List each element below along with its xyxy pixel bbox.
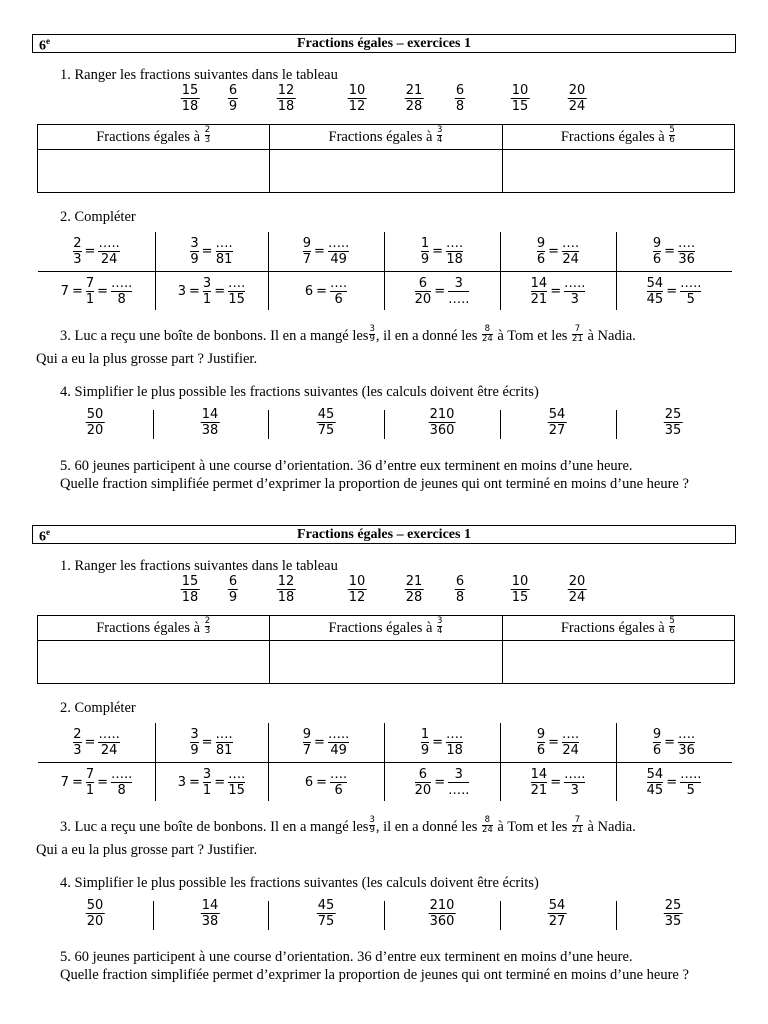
question-5-line-2: Quelle fraction simplifiée permet d’exprimer la proportion de jeunes qui ont terminé en moins d’une heure ? xyxy=(60,476,689,492)
question-5-line-1: 5. 60 jeunes participent à une course d’orientation. 36 d’entre eux terminent en moins d’une heure. xyxy=(60,949,633,965)
fraction xyxy=(429,898,456,929)
fraction: 9 7 xyxy=(302,236,312,267)
question-3-line-2: Qui a eu la plus grosse part ? Justifier. xyxy=(36,842,258,858)
ranking-table xyxy=(37,615,735,684)
fraction: …. 18 xyxy=(446,727,464,758)
fraction: 3 ….. xyxy=(448,276,470,307)
question-5-line-2: Quelle fraction simplifiée permet d’exprimer la proportion de jeunes qui ont terminé en moins d’une heure ? xyxy=(60,967,689,983)
question-4-label: 4. Simplifier le plus possible les fractions suivantes (les calculs doivent être écrits) xyxy=(60,875,539,891)
fraction xyxy=(405,83,424,114)
worksheet-copy-2 xyxy=(0,491,768,991)
denominator: 38 xyxy=(201,423,219,438)
fraction-separator xyxy=(616,410,617,439)
equation-cell[interactable]: 1 9 = …. 18 xyxy=(420,236,464,267)
denominator: 8 xyxy=(455,99,465,114)
fraction xyxy=(317,407,336,438)
fraction xyxy=(277,83,296,114)
numerator: 54 xyxy=(548,407,566,422)
fraction: 3 1 xyxy=(202,276,212,307)
equation-cell[interactable]: 3 = 3 1 = …. 15 xyxy=(177,276,246,307)
fraction-separator xyxy=(500,901,501,930)
numerator: 15 xyxy=(181,574,199,589)
inline-fraction: $\frac{5}{6}$ xyxy=(669,124,675,145)
equation-cell[interactable]: 6 = …. 6 xyxy=(304,276,348,307)
denominator: 38 xyxy=(201,914,219,929)
equation-cell[interactable]: 1 9 = …. 18 xyxy=(420,727,464,758)
fraction: ….. 8 xyxy=(111,767,133,798)
fraction: 3 9 xyxy=(190,727,199,758)
question-2-label: 2. Compléter xyxy=(60,209,136,225)
equation-cell[interactable]: 6 20 = 3 ….. xyxy=(414,767,470,798)
fraction xyxy=(201,407,220,438)
fraction: 14 21 xyxy=(530,767,548,798)
numerator: 25 xyxy=(664,407,682,422)
fraction-separator xyxy=(384,901,385,930)
equation-cell[interactable]: 14 21 = ….. 3 xyxy=(530,276,586,307)
denominator: 28 xyxy=(405,99,423,114)
ranking-column-header: Fractions égales à $\frac{5}{6}$ xyxy=(502,125,734,150)
inline-fraction: $\frac{5}{6}$ xyxy=(669,615,675,636)
numerator: 50 xyxy=(86,407,104,422)
fraction-separator xyxy=(384,410,385,439)
numerator: 45 xyxy=(317,407,335,422)
fraction xyxy=(548,898,567,929)
numerator: 10 xyxy=(511,574,529,589)
denominator: 15 xyxy=(511,99,529,114)
denominator: 9 xyxy=(228,99,238,114)
fraction: 7 1 xyxy=(85,276,95,307)
fraction: ….. 5 xyxy=(680,276,702,307)
fraction xyxy=(201,898,220,929)
fraction: 3 1 xyxy=(202,767,212,798)
fraction: 9 7 xyxy=(302,727,312,758)
fraction xyxy=(511,574,530,605)
answer-cell[interactable] xyxy=(502,150,734,193)
inline-fraction: $\frac{7}{21}$ xyxy=(572,324,583,344)
inline-fraction: $\frac{3}{9}$ xyxy=(369,815,375,835)
fraction xyxy=(664,407,683,438)
numerator: 14 xyxy=(201,898,219,913)
answer-cell[interactable] xyxy=(38,150,270,193)
fraction: ….. 3 xyxy=(564,767,586,798)
numerator: 6 xyxy=(228,574,238,589)
fraction: 7 1 xyxy=(85,767,95,798)
fraction-separator xyxy=(268,901,269,930)
fraction xyxy=(568,83,587,114)
fraction: 1 9 xyxy=(420,236,430,267)
numerator: 21 xyxy=(405,83,423,98)
class-level: 6e xyxy=(39,527,50,545)
question-3-line-1: 3. Luc a reçu une boîte de bonbons. Il en a mangé les $\frac{3}{9}$ , il en a donné les $\frac{8}{24}$ à Tom et les $\frac{7}{21}$ à Nadia. xyxy=(60,324,636,344)
numerator: 54 xyxy=(548,898,566,913)
fraction: …. 36 xyxy=(678,727,696,758)
denominator: 75 xyxy=(317,914,335,929)
denominator: 12 xyxy=(348,590,366,605)
ranking-table-header xyxy=(38,616,735,641)
denominator: 24 xyxy=(568,99,586,114)
question-1-label: 1. Ranger les fractions suivantes dans le tableau xyxy=(60,67,338,83)
denominator: 18 xyxy=(277,99,295,114)
fraction: …. 81 xyxy=(215,236,233,267)
ranking-table-header xyxy=(38,125,735,150)
fraction: ….. 24 xyxy=(98,727,120,758)
numerator: 6 xyxy=(455,83,465,98)
denominator: 75 xyxy=(317,423,335,438)
question-3-line-2: Qui a eu la plus grosse part ? Justifier. xyxy=(36,351,258,367)
numerator: 20 xyxy=(568,83,586,98)
denominator: 360 xyxy=(429,423,455,438)
inline-fraction: $\frac{3}{4}$ xyxy=(437,124,443,145)
ranking-column-header: Fractions égales à $\frac{2}{3}$ xyxy=(38,125,270,150)
denominator: 20 xyxy=(86,914,104,929)
denominator: 15 xyxy=(511,590,529,605)
denominator: 18 xyxy=(181,590,199,605)
numerator: 6 xyxy=(455,574,465,589)
fraction: ….. 5 xyxy=(680,767,702,798)
fraction: 14 21 xyxy=(530,276,548,307)
fraction: …. 6 xyxy=(330,767,348,798)
equation-cell[interactable]: 9 7 = ….. 49 xyxy=(302,236,350,267)
grid-row-divider xyxy=(38,271,732,272)
grid-row-divider xyxy=(38,762,732,763)
equation-cell[interactable]: 9 7 = ….. 49 xyxy=(302,727,350,758)
denominator: 35 xyxy=(664,914,682,929)
fraction: …. 15 xyxy=(228,276,246,307)
fraction: 6 20 xyxy=(414,767,432,798)
fraction xyxy=(664,898,683,929)
fraction xyxy=(277,574,296,605)
ranking-column-header: Fractions égales à $\frac{3}{4}$ xyxy=(270,125,502,150)
inline-fraction: $\frac{8}{24}$ xyxy=(481,815,493,835)
fraction xyxy=(455,574,465,605)
numerator: 210 xyxy=(429,898,455,913)
numerator: 14 xyxy=(201,407,219,422)
numerator: 10 xyxy=(348,574,366,589)
equation-cell[interactable]: 2 3 = ….. 24 xyxy=(73,727,120,758)
equation-cell[interactable]: 3 9 = …. 81 xyxy=(190,236,233,267)
question-5-line-1: 5. 60 jeunes participent à une course d’orientation. 36 d’entre eux terminent en moins d’une heure. xyxy=(60,458,633,474)
fraction: …. 18 xyxy=(446,236,464,267)
inline-fraction: $\frac{7}{21}$ xyxy=(572,815,583,835)
fraction: 3 9 xyxy=(190,236,199,267)
fraction xyxy=(228,83,238,114)
numerator: 20 xyxy=(568,574,586,589)
equation-cell[interactable]: 54 45 = ….. 5 xyxy=(646,276,702,307)
question-3-line-1: 3. Luc a reçu une boîte de bonbons. Il en a mangé les $\frac{3}{9}$ , il en a donné les $\frac{8}{24}$ à Tom et les $\frac{7}{21}$ à Nadia. xyxy=(60,815,636,835)
equation-cell[interactable]: 3 = 3 1 = …. 15 xyxy=(177,767,246,798)
question-4-label: 4. Simplifier le plus possible les fractions suivantes (les calculs doivent être écrits) xyxy=(60,384,539,400)
denominator: 9 xyxy=(228,590,238,605)
fraction xyxy=(511,83,530,114)
fraction: 9 6 xyxy=(652,727,662,758)
ranking-table xyxy=(37,124,735,193)
fraction xyxy=(548,407,567,438)
numerator: 45 xyxy=(317,898,335,913)
numerator: 12 xyxy=(277,574,295,589)
fraction: ….. 49 xyxy=(327,727,350,758)
denominator: 18 xyxy=(181,99,199,114)
fraction xyxy=(317,898,336,929)
fraction: 2 3 xyxy=(73,236,82,267)
worksheet-title: Fractions égales – exercices 1 xyxy=(297,36,471,51)
question-2-label: 2. Compléter xyxy=(60,700,136,716)
equation-cell[interactable]: 9 6 = …. 36 xyxy=(652,727,696,758)
worksheet-header xyxy=(32,34,736,53)
fraction xyxy=(348,574,367,605)
denominator: 8 xyxy=(455,590,465,605)
equation-cell[interactable]: 6 20 = 3 ….. xyxy=(414,276,470,307)
fraction xyxy=(455,83,465,114)
fraction: ….. 24 xyxy=(98,236,120,267)
equation-cell[interactable]: 9 6 = …. 24 xyxy=(536,727,580,758)
denominator: 20 xyxy=(86,423,104,438)
fraction xyxy=(86,407,105,438)
fraction: …. 15 xyxy=(228,767,246,798)
answer-cell[interactable] xyxy=(270,150,502,193)
answer-cell[interactable] xyxy=(38,641,270,684)
equation-cell[interactable]: 9 6 = …. 24 xyxy=(536,236,580,267)
equation-cell[interactable]: 7 = 7 1 = ….. 8 xyxy=(60,276,133,307)
inline-fraction: $\frac{3}{9}$ xyxy=(369,324,375,344)
numerator: 210 xyxy=(429,407,455,422)
fraction-separator xyxy=(153,410,154,439)
fraction-separator xyxy=(616,901,617,930)
fraction xyxy=(348,83,367,114)
equation-cell[interactable]: 2 3 = ….. 24 xyxy=(73,236,120,267)
fraction: 6 20 xyxy=(414,276,432,307)
fraction: …. 24 xyxy=(562,236,580,267)
fraction xyxy=(429,407,456,438)
denominator: 27 xyxy=(548,914,566,929)
worksheet-header xyxy=(32,525,736,544)
fraction: …. 81 xyxy=(215,727,233,758)
ranking-column-header: Fractions égales à $\frac{3}{4}$ xyxy=(270,616,502,641)
fraction: 3 ….. xyxy=(448,767,470,798)
denominator: 35 xyxy=(664,423,682,438)
equation-cell[interactable]: 7 = 7 1 = ….. 8 xyxy=(60,767,133,798)
equation-cell[interactable]: 3 9 = …. 81 xyxy=(190,727,233,758)
equation-cell[interactable]: 14 21 = ….. 3 xyxy=(530,767,586,798)
fraction: 9 6 xyxy=(652,236,662,267)
answer-cell[interactable] xyxy=(502,641,734,684)
fraction: 1 9 xyxy=(420,727,430,758)
fraction-separator xyxy=(500,410,501,439)
fraction: …. 6 xyxy=(330,276,348,307)
numerator: 50 xyxy=(86,898,104,913)
fraction: 54 45 xyxy=(646,276,664,307)
fraction: 9 6 xyxy=(536,727,546,758)
fraction: 2 3 xyxy=(73,727,82,758)
denominator: 360 xyxy=(429,914,455,929)
denominator: 24 xyxy=(568,590,586,605)
worksheet-title: Fractions égales – exercices 1 xyxy=(297,527,471,542)
fraction xyxy=(405,574,424,605)
inline-fraction: $\frac{3}{4}$ xyxy=(437,615,443,636)
numerator: 10 xyxy=(348,83,366,98)
numerator: 21 xyxy=(405,574,423,589)
fraction xyxy=(228,574,238,605)
fraction xyxy=(181,83,200,114)
fraction: 9 6 xyxy=(536,236,546,267)
fraction: …. 24 xyxy=(562,727,580,758)
fraction xyxy=(181,574,200,605)
inline-fraction: $\frac{2}{3}$ xyxy=(204,124,211,145)
answer-cell[interactable] xyxy=(270,641,502,684)
fraction: ….. 3 xyxy=(564,276,586,307)
inline-fraction: $\frac{8}{24}$ xyxy=(481,324,493,344)
class-level: 6e xyxy=(39,36,50,54)
ranking-column-header: Fractions égales à $\frac{2}{3}$ xyxy=(38,616,270,641)
fraction: ….. 49 xyxy=(327,236,350,267)
fraction-separator xyxy=(153,901,154,930)
equation-cell[interactable]: 9 6 = …. 36 xyxy=(652,236,696,267)
equation-cell[interactable]: 6 = …. 6 xyxy=(304,767,348,798)
fraction: ….. 8 xyxy=(111,276,133,307)
equation-cell[interactable]: 54 45 = ….. 5 xyxy=(646,767,702,798)
fraction: 54 45 xyxy=(646,767,664,798)
numerator: 6 xyxy=(228,83,238,98)
numerator: 15 xyxy=(181,83,199,98)
question-1-label: 1. Ranger les fractions suivantes dans le tableau xyxy=(60,558,338,574)
numerator: 12 xyxy=(277,83,295,98)
worksheet-copy-1 xyxy=(0,0,768,500)
fraction xyxy=(86,898,105,929)
inline-fraction: $\frac{2}{3}$ xyxy=(204,615,211,636)
fraction-separator xyxy=(268,410,269,439)
numerator: 10 xyxy=(511,83,529,98)
fraction: …. 36 xyxy=(678,236,696,267)
denominator: 12 xyxy=(348,99,366,114)
fraction xyxy=(568,574,587,605)
denominator: 18 xyxy=(277,590,295,605)
denominator: 27 xyxy=(548,423,566,438)
ranking-column-header: Fractions égales à $\frac{5}{6}$ xyxy=(502,616,734,641)
numerator: 25 xyxy=(664,898,682,913)
denominator: 28 xyxy=(405,590,423,605)
